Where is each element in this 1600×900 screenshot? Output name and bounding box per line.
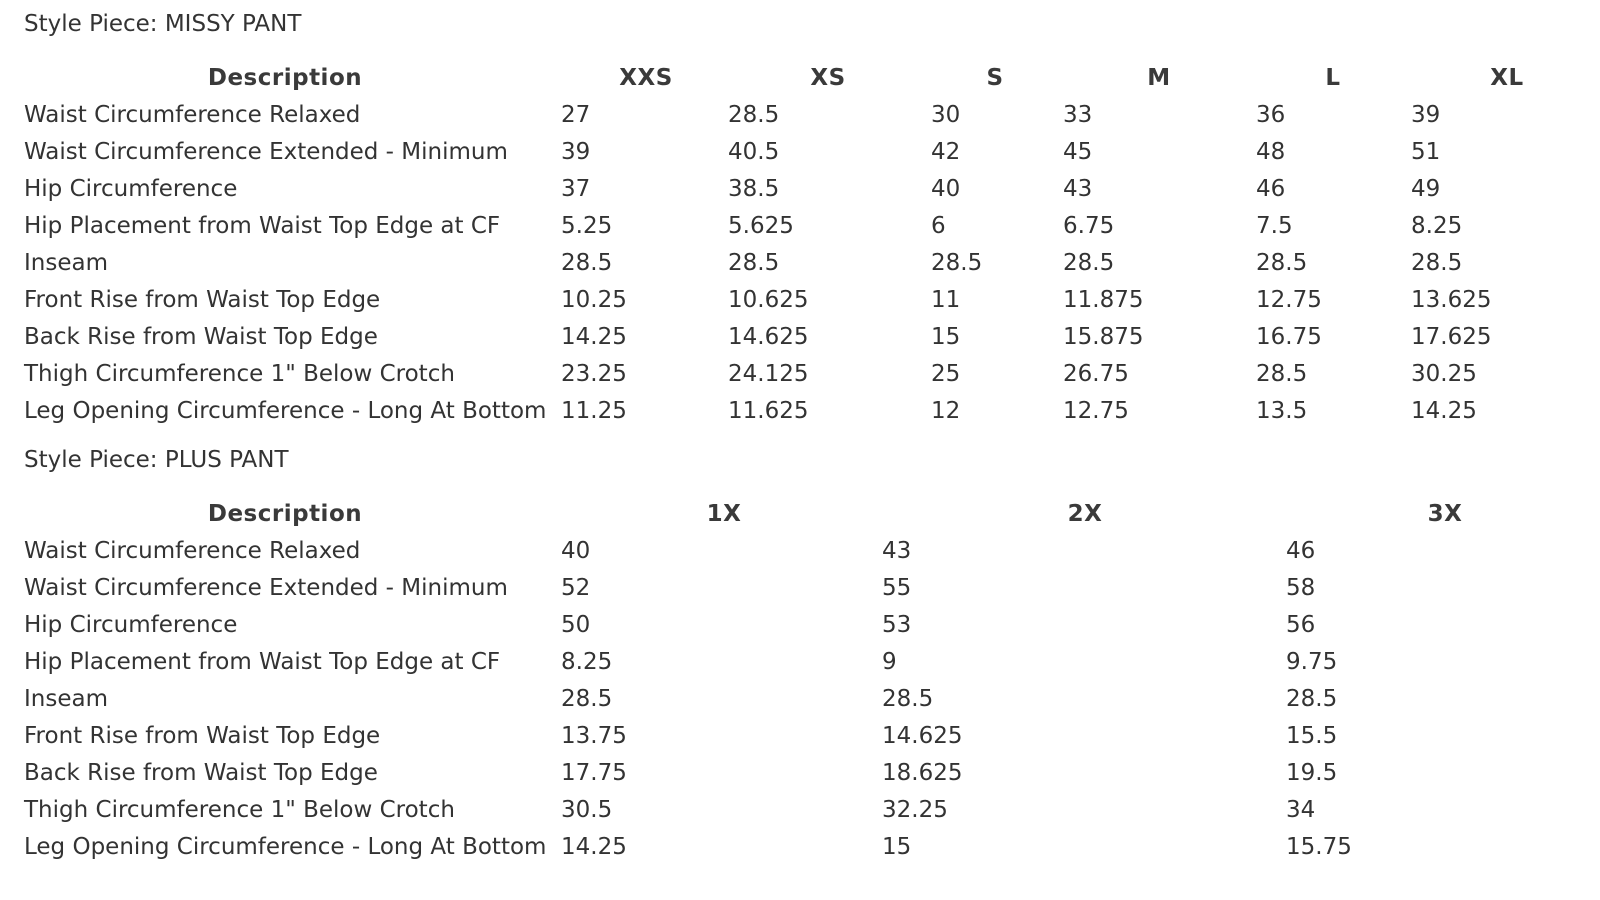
missy-row-description: Waist Circumference Extended - Minimum	[24, 139, 508, 165]
missy-value-xxs: 10.25	[561, 287, 627, 313]
plus-value-2x: 15	[882, 834, 912, 860]
plus-value-1x: 17.75	[561, 760, 627, 786]
plus-value-2x: 9	[882, 649, 897, 675]
plus-value-2x: 43	[882, 538, 912, 564]
plus-value-1x: 28.5	[561, 686, 613, 712]
missy-value-xl: 13.625	[1411, 287, 1492, 313]
plus-value-1x: 52	[561, 575, 591, 601]
missy-value-xxs: 39	[561, 139, 591, 165]
plus-row-description: Hip Placement from Waist Top Edge at CF	[24, 649, 501, 675]
plus-value-3x: 9.75	[1286, 649, 1338, 675]
missy-row-description: Waist Circumference Relaxed	[24, 102, 361, 128]
missy-row	[0, 134, 1600, 171]
plus-value-3x: 15.75	[1286, 834, 1352, 860]
missy-row-description: Thigh Circumference 1" Below Crotch	[24, 361, 455, 387]
missy-row	[0, 208, 1600, 245]
missy-row	[0, 245, 1600, 282]
missy-row	[0, 393, 1600, 430]
plus-row	[0, 644, 1600, 681]
plus-value-3x: 28.5	[1286, 686, 1338, 712]
missy-value-m: 43	[1063, 176, 1093, 202]
missy-value-xxs: 5.25	[561, 213, 613, 239]
missy-row-description: Leg Opening Circumference - Long At Bottom	[24, 398, 547, 424]
missy-value-xxs: 14.25	[561, 324, 627, 350]
plus-value-2x: 32.25	[882, 797, 948, 823]
missy-value-xs: 5.625	[728, 213, 794, 239]
plus-row-description: Inseam	[24, 686, 108, 712]
plus-value-3x: 46	[1286, 538, 1316, 564]
missy-value-xxs: 11.25	[561, 398, 627, 424]
plus-value-2x: 55	[882, 575, 912, 601]
plus-value-2x: 53	[882, 612, 912, 638]
missy-header-xl: XL	[1490, 65, 1524, 91]
missy-value-l: 13.5	[1256, 398, 1308, 424]
plus-header-row	[0, 496, 1600, 533]
plus-value-1x: 13.75	[561, 723, 627, 749]
missy-value-m: 11.875	[1063, 287, 1144, 313]
plus-value-1x: 50	[561, 612, 591, 638]
plus-value-3x: 56	[1286, 612, 1316, 638]
plus-row	[0, 681, 1600, 718]
missy-header-l: L	[1325, 65, 1341, 91]
plus-value-2x: 28.5	[882, 686, 934, 712]
missy-value-l: 36	[1256, 102, 1286, 128]
missy-value-xs: 11.625	[728, 398, 809, 424]
missy-value-m: 45	[1063, 139, 1093, 165]
missy-value-xl: 51	[1411, 139, 1441, 165]
missy-row	[0, 319, 1600, 356]
missy-value-xxs: 37	[561, 176, 591, 202]
plus-value-1x: 40	[561, 538, 591, 564]
plus-value-3x: 34	[1286, 797, 1316, 823]
missy-header-row	[0, 60, 1600, 97]
plus-value-3x: 19.5	[1286, 760, 1338, 786]
missy-value-l: 28.5	[1256, 250, 1308, 276]
plus-header-1x: 1X	[706, 501, 742, 527]
plus-header-2x: 2X	[1067, 501, 1103, 527]
missy-header-description: Description	[207, 65, 363, 91]
missy-header-xs: XS	[810, 65, 846, 91]
missy-value-l: 7.5	[1256, 213, 1293, 239]
plus-header-3x: 3X	[1427, 501, 1463, 527]
missy-row	[0, 97, 1600, 134]
missy-value-xxs: 27	[561, 102, 591, 128]
missy-value-xl: 30.25	[1411, 361, 1477, 387]
plus-row-description: Thigh Circumference 1" Below Crotch	[24, 797, 455, 823]
missy-value-s: 25	[931, 361, 961, 387]
plus-row	[0, 755, 1600, 792]
plus-row	[0, 570, 1600, 607]
plus-row-description: Hip Circumference	[24, 612, 238, 638]
missy-value-xl: 14.25	[1411, 398, 1477, 424]
plus-row-description: Leg Opening Circumference - Long At Bottom	[24, 834, 547, 860]
missy-value-m: 33	[1063, 102, 1093, 128]
missy-value-xs: 28.5	[728, 102, 780, 128]
missy-value-s: 15	[931, 324, 961, 350]
missy-row	[0, 356, 1600, 393]
missy-value-s: 40	[931, 176, 961, 202]
plus-row	[0, 607, 1600, 644]
missy-row-description: Hip Circumference	[24, 176, 238, 202]
missy-value-s: 42	[931, 139, 961, 165]
missy-value-xs: 28.5	[728, 250, 780, 276]
missy-row	[0, 282, 1600, 319]
plus-row-description: Front Rise from Waist Top Edge	[24, 723, 381, 749]
missy-row	[0, 171, 1600, 208]
missy-value-xxs: 23.25	[561, 361, 627, 387]
missy-value-xl: 49	[1411, 176, 1441, 202]
plus-row	[0, 533, 1600, 570]
plus-section-title: Style Piece: PLUS PANT	[24, 447, 289, 473]
plus-value-1x: 30.5	[561, 797, 613, 823]
missy-value-m: 6.75	[1063, 213, 1115, 239]
plus-value-2x: 14.625	[882, 723, 963, 749]
plus-header-description: Description	[207, 501, 363, 527]
missy-value-m: 28.5	[1063, 250, 1115, 276]
plus-row-description: Waist Circumference Extended - Minimum	[24, 575, 508, 601]
missy-value-xs: 14.625	[728, 324, 809, 350]
missy-value-l: 12.75	[1256, 287, 1322, 313]
missy-value-m: 12.75	[1063, 398, 1129, 424]
missy-value-s: 11	[931, 287, 961, 313]
missy-row-description: Front Rise from Waist Top Edge	[24, 287, 381, 313]
plus-row-description: Back Rise from Waist Top Edge	[24, 760, 378, 786]
missy-value-l: 28.5	[1256, 361, 1308, 387]
missy-row-description: Inseam	[24, 250, 108, 276]
missy-value-m: 15.875	[1063, 324, 1144, 350]
missy-value-s: 6	[931, 213, 946, 239]
missy-value-xl: 28.5	[1411, 250, 1463, 276]
missy-value-s: 30	[931, 102, 961, 128]
missy-value-l: 46	[1256, 176, 1286, 202]
plus-row-description: Waist Circumference Relaxed	[24, 538, 361, 564]
plus-value-1x: 8.25	[561, 649, 613, 675]
missy-value-m: 26.75	[1063, 361, 1129, 387]
missy-row-description: Hip Placement from Waist Top Edge at CF	[24, 213, 501, 239]
missy-value-xl: 39	[1411, 102, 1441, 128]
plus-row	[0, 718, 1600, 755]
missy-value-l: 48	[1256, 139, 1286, 165]
missy-value-xs: 10.625	[728, 287, 809, 313]
plus-value-1x: 14.25	[561, 834, 627, 860]
missy-header-xxs: XXS	[619, 65, 673, 91]
missy-value-xl: 17.625	[1411, 324, 1492, 350]
missy-header-m: M	[1147, 65, 1171, 91]
plus-row	[0, 792, 1600, 829]
missy-value-s: 12	[931, 398, 961, 424]
plus-value-3x: 15.5	[1286, 723, 1338, 749]
missy-header-s: S	[986, 65, 1004, 91]
missy-value-s: 28.5	[931, 250, 983, 276]
missy-value-xl: 8.25	[1411, 213, 1463, 239]
missy-value-l: 16.75	[1256, 324, 1322, 350]
missy-section-title: Style Piece: MISSY PANT	[24, 11, 302, 37]
plus-value-2x: 18.625	[882, 760, 963, 786]
missy-value-xxs: 28.5	[561, 250, 613, 276]
missy-value-xs: 40.5	[728, 139, 780, 165]
missy-row-description: Back Rise from Waist Top Edge	[24, 324, 378, 350]
plus-value-3x: 58	[1286, 575, 1316, 601]
missy-value-xs: 24.125	[728, 361, 809, 387]
plus-row	[0, 829, 1600, 866]
missy-value-xs: 38.5	[728, 176, 780, 202]
